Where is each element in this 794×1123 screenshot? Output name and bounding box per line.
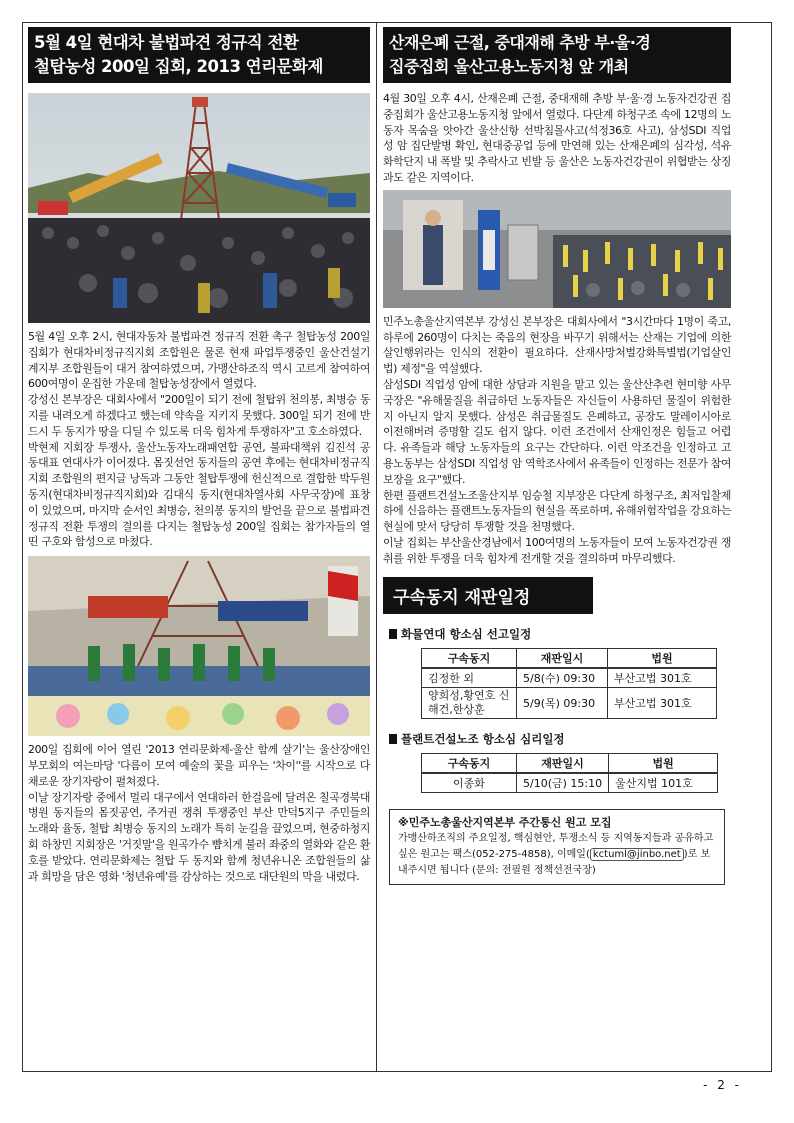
- headline-line-1: 산재은폐 근절, 중대재해 추방 부·울·경: [389, 33, 651, 52]
- table-cell: 5/8(수) 09:30: [517, 668, 608, 688]
- email-link[interactable]: kctuml@jinbo.net: [590, 848, 684, 861]
- paragraph: 5월 4일 오후 2시, 현대자동차 불법파견 정규직 전환 촉구 철탑농성 200일 집회가 현대차비정규직지회 조합원은 물론 현재 파업투쟁중인 울산건설기계지부 조합원들이 대거 참여하였으며, 가맹산하조직 역시 고르게 참여하여 600여명이 운집한 가운데 철탑농성장에서 열렸다.: [28, 330, 370, 391]
- paragraph: 4월 30일 오후 4시, 산재은폐 근절, 중대재해 추방 부·울·경 노동자건강권 집중집회가 울산고용노동지청 앞에서 열렸다. 다단계 하청구조 속에 12명의 노동자 목숨을 앗아간 울산신항 선박침몰사고(석정36호 사고), 삼성SDI 직업성 암 집단발병 확인, 현대중공업 등에 만연해 있는 산재은폐의 심각성, 석유화학단지 내 폭발 및 추락사고 빈발 등 울산은 노동자건강권이 위협받는 상징과도 같은 지역이다.: [383, 92, 731, 184]
- rally-photo-labor-office: [383, 190, 731, 308]
- submission-notice-box: [389, 809, 725, 885]
- table-header-row: [422, 753, 718, 773]
- right-article-part2: [383, 314, 731, 567]
- bullet-square-icon: [389, 734, 397, 744]
- left-column: [28, 27, 370, 884]
- headline-line-1: 5월 4일 현대차 불법파견 정규직 전환: [34, 33, 299, 52]
- table-header-row: [422, 648, 717, 668]
- paragraph: 200일 집회에 이어 열린 '2013 연리문화제-울산 함께 살기'는 울산장애인부모회의 여는마당 '다름이 모여 예술의 꽃을 피우는 '차이''를 시작으로 다채로운 장기자랑이 펼쳐졌다.: [28, 743, 370, 788]
- col-header: 구속동지: [422, 753, 517, 773]
- table-cell: 울산지법 101호: [609, 773, 718, 793]
- col-header: 재판일시: [517, 753, 609, 773]
- right-headline: [383, 27, 731, 83]
- table-row: [422, 687, 717, 718]
- headline-line-2: 철탑농성 200일 집회, 2013 연리문화제: [34, 57, 323, 76]
- column-divider: [376, 22, 377, 1072]
- col-header: 법원: [609, 753, 718, 773]
- table-row: [422, 773, 718, 793]
- left-headline: [28, 27, 370, 83]
- paragraph: 민주노총울산지역본부 강성신 본부장은 대회사에서 "3시간마다 1명이 죽고, 하루에 260명이 다치는 죽음의 현장을 바꾸기 위해서는 산재는 기업에 의한 살인행위라는 인식의 전환이 필요하다. 산재사망처벌강화특별법(기업살인법) 제정"을 역설했다.: [383, 314, 731, 376]
- notice-tail: )로 보내주시면 됩니다 (문의: 전필원 정책선전국장): [398, 848, 711, 876]
- col-header: 재판일시: [517, 648, 608, 668]
- sched2-title: 플랜트건설노조 항소심 심리일정: [401, 731, 565, 746]
- table-cell: 5/10(금) 15:10: [517, 773, 609, 793]
- col-header: 법원: [608, 648, 717, 668]
- notice-body: [398, 831, 716, 879]
- table-cell: 김정한 외: [422, 668, 517, 688]
- left-article-part1: [28, 329, 370, 550]
- sched1-heading: [389, 626, 731, 642]
- culture-festival-photo: [28, 556, 370, 736]
- table-cell: 이종화: [422, 773, 517, 793]
- sched1-table: [421, 648, 717, 719]
- paragraph: 이날 집회는 부산울산경남에서 100여명의 노동자들이 모여 노동자건강권 쟁취를 위한 투쟁을 더욱 힘차게 전개할 것을 결의하며 마무리했다.: [383, 535, 731, 565]
- rally-photo-tower: [28, 93, 370, 323]
- page-number: - 2 -: [703, 1078, 742, 1092]
- paragraph: 삼성SDI 직업성 암에 대한 상담과 지원을 맡고 있는 울산산추련 현미향 사무국장은 "유해물질을 취급하던 노동자들은 자신들이 사용하던 물질이 위험한지 아닌지 알지 못했다. 삼성은 취급물질도 은폐하고, 공장도 말레이시아로 이전해버려 증명할 길도 쉽지 않다. 이런 조건에서 산재인정은 힘들고 어렵다. 유족들과 해당 노동자들의 요구는 간단하다. 이런 악조건을 인정하고 고용노동부는 삼성SDI 직업성 암 역학조사에서 유족들이 인정하는 전문가 참여 보장을 요구"했다.: [383, 377, 731, 486]
- paragraph: 이날 장기자랑 중에서 멀리 대구에서 연대하러 한걸음에 달려온 칠곡경북대병원 동지들의 몸짓공연, 주거권 쟁취 투쟁중인 부산 만덕5지구 주민들의 노래와 율동, 철탑 최병승 동지의 노래가 특히 눈길을 끌었으며, 현중하청지회 하창민 지회장은 '거짓말'을 원곡가수 뺨치게 불러 좌중의 열화와 같은 환호를 받았다. 연리문화제는 철탑 두 동지와 함께 청년유니온 조합원들의 삶과 희망을 담은 영화 '청년유예'를 감상하는 것으로 대단원의 막을 내렸다.: [28, 790, 370, 883]
- bullet-square-icon: [389, 629, 397, 639]
- paragraph: 강성신 본부장은 대회사에서 "200일이 되기 전에 철탑위 천의봉, 최병승 동지를 내려오게 하겠다고 했는데 약속을 지키지 못했다. 300일 되기 전에 반드시 두 동지가 땅을 디딜 수 있도록 더욱 힘차게 투쟁하자"고 호소하였다.: [28, 393, 370, 438]
- right-column: [383, 27, 731, 885]
- table-cell: 5/9(목) 09:30: [517, 687, 608, 718]
- sched2-heading: [389, 731, 731, 747]
- sched1-title: 화물연대 항소심 선고일정: [401, 626, 532, 641]
- table-cell: 부산고법 301호: [608, 687, 717, 718]
- paragraph: 한편 플랜트건설노조울산지부 임승철 지부장은 다단계 하청구조, 최저입찰제 하에 신음하는 플랜트노동자들의 현실을 폭로하며, 유해위험작업을 강요하는 현실에 맞서 당당히 투쟁할 것을 천명했다.: [383, 488, 731, 534]
- notice-title: ※민주노총울산지역본부 주간통신 원고 모집: [398, 815, 612, 829]
- table-row: [422, 668, 717, 688]
- left-article-part2: [28, 742, 370, 884]
- table-cell: 양희성,황연호 신해건,한상훈: [422, 687, 517, 718]
- table-cell: 부산고법 301호: [608, 668, 717, 688]
- trial-schedule-title: 구속동지 재판일정: [383, 577, 593, 614]
- notice-text: 가맹산하조직의 주요일정, 핵심현안, 투쟁소식 등 지역동지들과 공유하고 싶은 원고는 팩스(052-275-4858), 이메일(: [398, 832, 714, 860]
- col-header: 구속동지: [422, 648, 517, 668]
- paragraph: 박현제 지회장 투쟁사, 울산노동자노래패연합 공연, 불파대책위 김진석 공동대표 연대사가 이어졌다. 몸짓선언 동지들의 공연 후에는 현대차비정규직지회 조합원의 편지글 낭독과 그동안 철탑투쟁에 헌신적으로 결합한 박두원 동지(현대차비정규직지회)와 김대식 동지(현대차열사회 사무국장)에 표창이 있었으며, 마지막 순서인 최병승, 천의봉 동지의 발언을 끝으로 불법파견 정규직 전환 투쟁의 결의를 다지는 철탑농성 200일 집회는 참가자들의 열띤 구호와 함성으로 마쳤다.: [28, 440, 370, 549]
- headline-line-2: 집중집회 울산고용노동지청 앞 개최: [389, 57, 629, 76]
- sched2-table: [421, 753, 718, 793]
- right-article-part1: [383, 91, 731, 186]
